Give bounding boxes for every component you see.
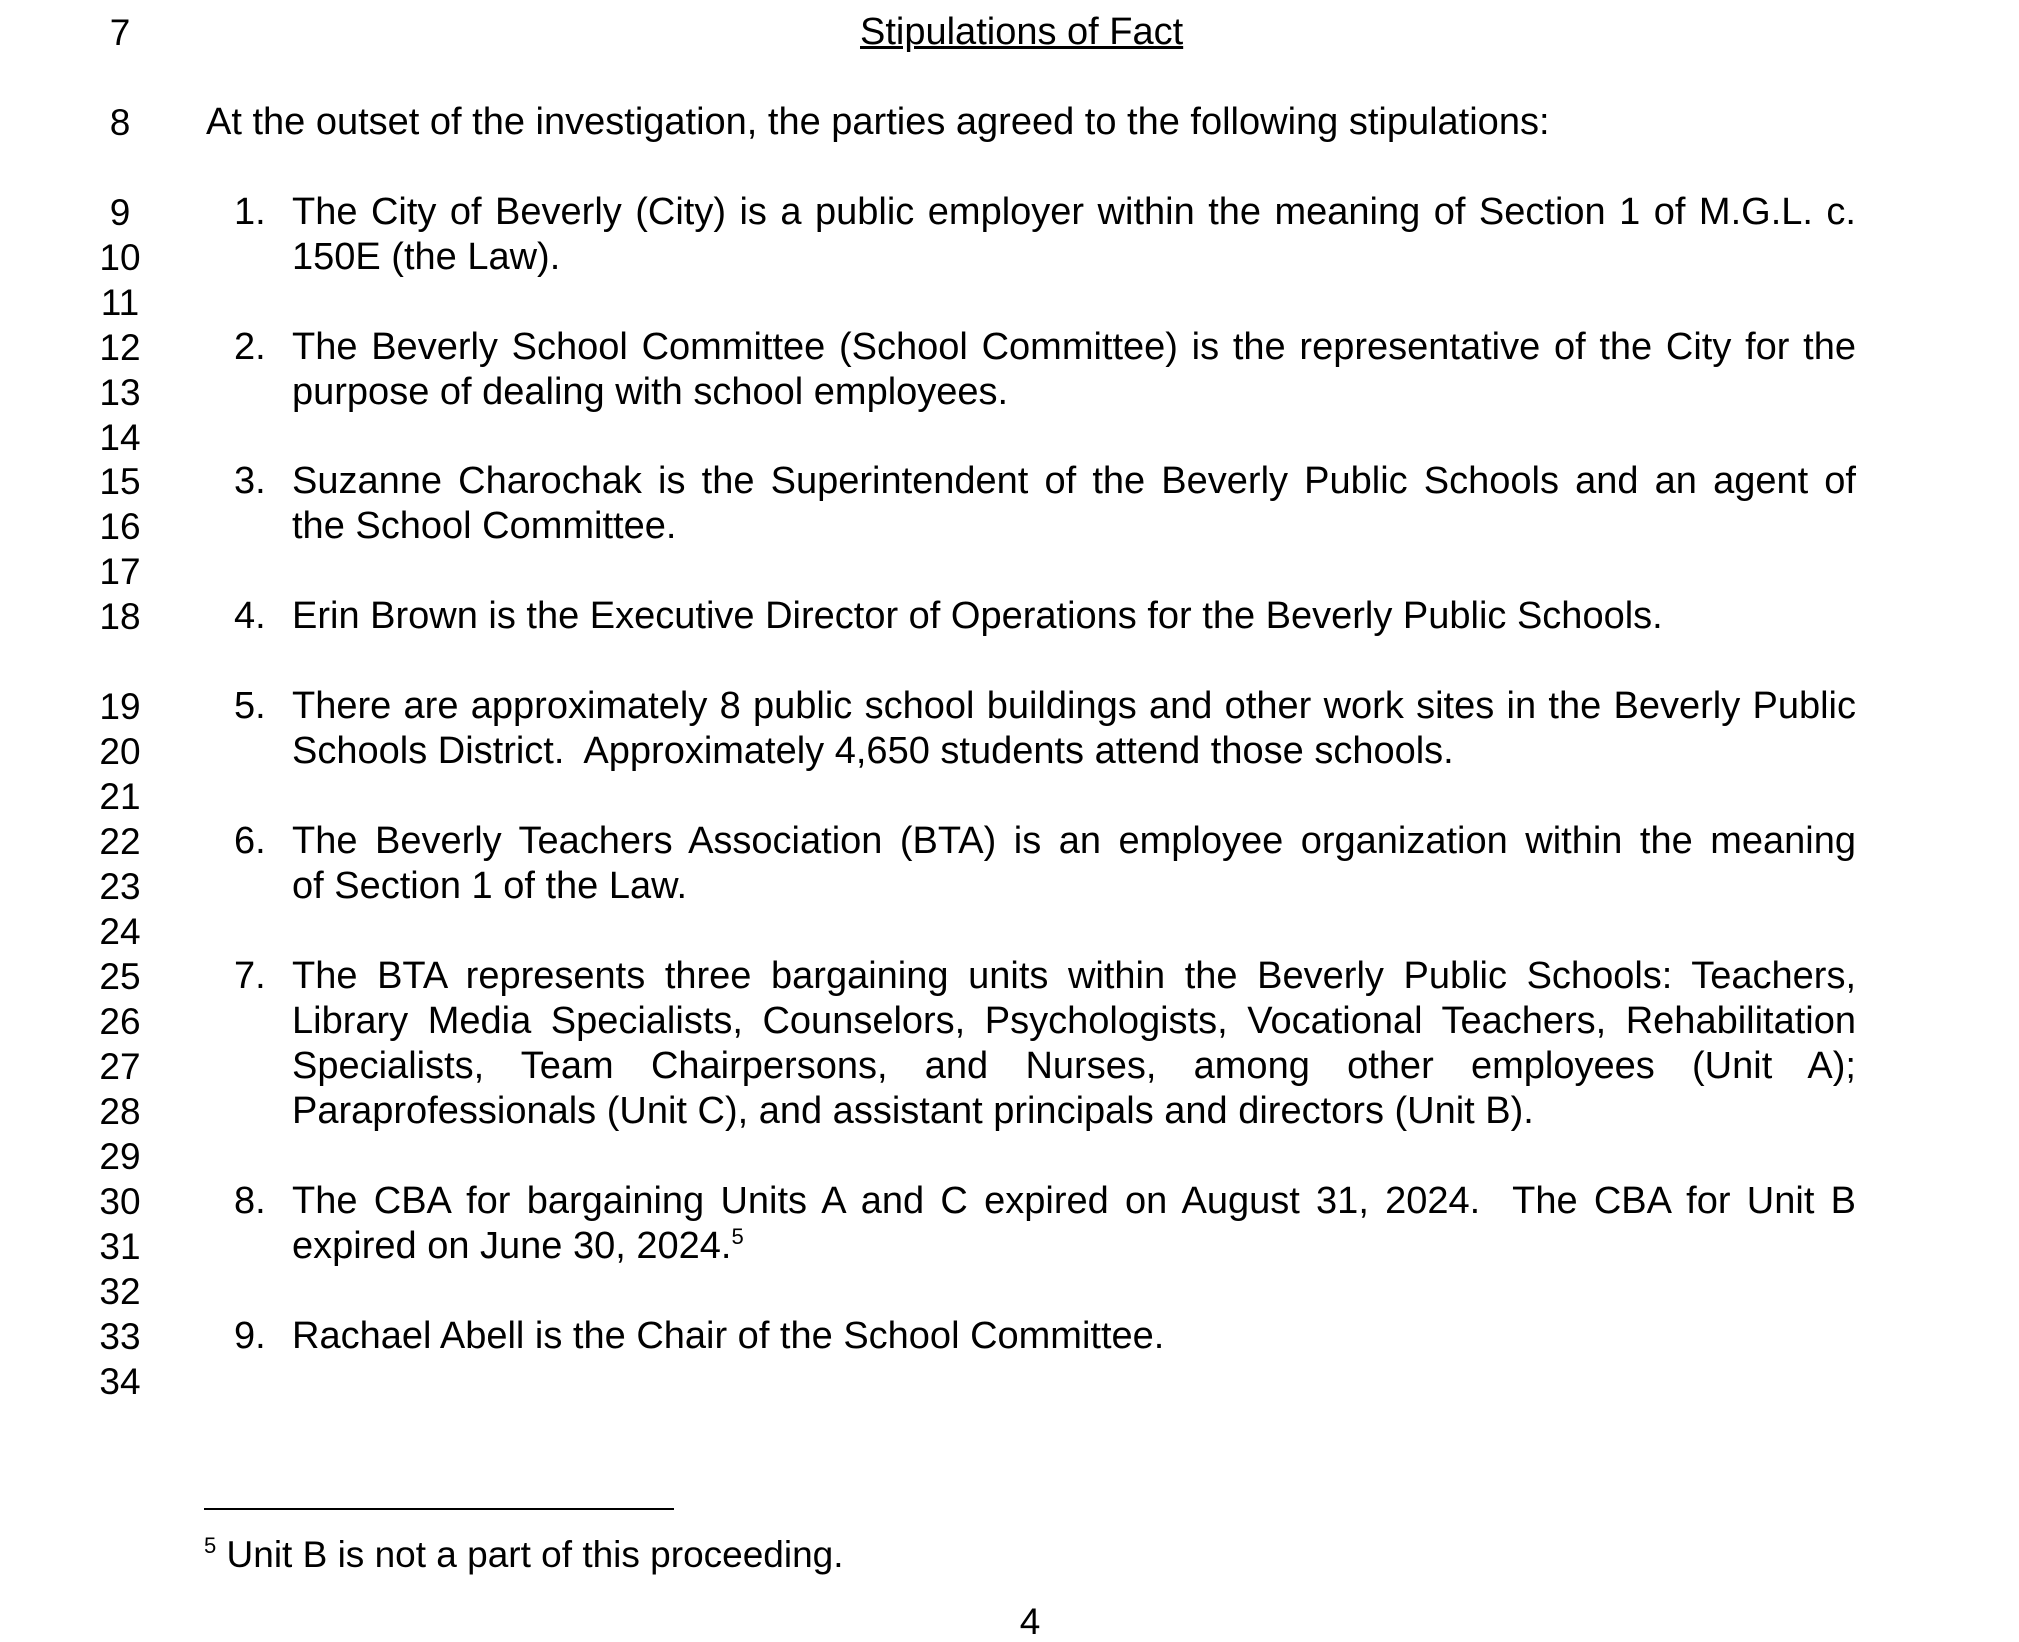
line-number: 19: [99, 686, 141, 727]
footnote-divider: [204, 1508, 674, 1510]
stipulation-line: Library Media Specialists, Counselors, Psychologists, Vocational Teachers, Rehabilitation: [292, 1000, 1856, 1042]
line-number: 22: [99, 821, 141, 862]
line-number: 23: [99, 866, 141, 907]
stipulation-number: 4.: [234, 595, 266, 637]
line-number: 14: [99, 417, 141, 458]
stipulation-line: Erin Brown is the Executive Director of Operations for the Beverly Public Schools.: [292, 595, 1663, 637]
stipulation-number: 7.: [234, 955, 266, 997]
stipulation-text: [292, 954, 1856, 1134]
stipulation-line: purpose of dealing with school employees.: [292, 371, 1009, 413]
line-number: 34: [99, 1361, 141, 1402]
stipulation-line: There are approximately 8 public school buildings and other work sites in the Beverly Public: [292, 685, 1856, 727]
line-number: 20: [99, 731, 141, 772]
stipulation-text: [292, 684, 1856, 774]
stipulation-text: [292, 1314, 1856, 1359]
stipulation-line: The Beverly School Committee (School Committee) is the representative of the City for the: [292, 326, 1856, 368]
stipulation-number: 9.: [234, 1315, 266, 1357]
stipulation-number: 2.: [234, 326, 266, 368]
line-number: 18: [99, 596, 141, 637]
stipulation-text: [292, 594, 1856, 639]
stipulation-number: 1.: [234, 191, 266, 233]
footnote-reference[interactable]: 5: [731, 1224, 744, 1249]
stipulation-line: Paraprofessionals (Unit C), and assistant principals and directors (Unit B).: [292, 1090, 1534, 1132]
line-number: 16: [99, 506, 141, 547]
stipulation-text: [292, 1179, 1856, 1269]
stipulation-line: Rachael Abell is the Chair of the School Committee.: [292, 1315, 1165, 1357]
line-number: 17: [99, 551, 141, 592]
stipulation-number: 3.: [234, 460, 266, 502]
footnote-text: Unit B is not a part of this proceeding.: [226, 1534, 844, 1575]
stipulation-line: 150E (the Law).: [292, 236, 561, 278]
stipulation-line-with-footnote: [292, 1224, 1856, 1269]
stipulation-line: Schools District. Approximately 4,650 students attend those schools.: [292, 730, 1454, 772]
line-number: 13: [99, 372, 141, 413]
line-number: 33: [99, 1316, 141, 1357]
stipulation-text: [292, 325, 1856, 415]
line-number: 32: [99, 1271, 141, 1312]
stipulation-line: Specialists, Team Chairpersons, and Nurses, among other employees (Unit A);: [292, 1045, 1856, 1087]
stipulation-number: 5.: [234, 685, 266, 727]
footnote: [204, 1532, 844, 1577]
line-number: 8: [109, 102, 131, 143]
page-number: 4: [1019, 1601, 1041, 1642]
stipulation-line: The City of Beverly (City) is a public employer within the meaning of Section 1 of M.G.L. c.: [292, 191, 1856, 233]
stipulation-text: [292, 459, 1856, 549]
line-number: 29: [99, 1136, 141, 1177]
stipulation-number: 8.: [234, 1180, 266, 1222]
line-number: 10: [99, 237, 141, 278]
footnote-marker: 5: [204, 1533, 217, 1558]
stipulation-line: The CBA for bargaining Units A and C expired on August 31, 2024. The CBA for Unit B: [292, 1180, 1856, 1222]
line-number: 7: [109, 12, 131, 53]
line-number: 30: [99, 1181, 141, 1222]
stipulation-line: The BTA represents three bargaining units within the Beverly Public Schools: Teachers,: [292, 955, 1856, 997]
line-number: 28: [99, 1091, 141, 1132]
line-number: 12: [99, 327, 141, 368]
intro-paragraph: At the outset of the investigation, the parties agreed to the following stipulations:: [206, 101, 1550, 143]
line-number: 21: [99, 776, 141, 817]
stipulation-number: 6.: [234, 820, 266, 862]
line-number: 27: [99, 1046, 141, 1087]
line-number: 11: [100, 282, 140, 323]
line-number: 9: [109, 192, 131, 233]
stipulation-line: of Section 1 of the Law.: [292, 865, 688, 907]
section-heading: Stipulations of Fact: [860, 11, 1184, 53]
stipulation-line: expired on June 30, 2024.: [292, 1225, 732, 1267]
stipulation-text: [292, 819, 1856, 909]
line-number: 25: [99, 956, 141, 997]
stipulation-line: the School Committee.: [292, 505, 677, 547]
stipulation-line: The Beverly Teachers Association (BTA) is an employee organization within the meaning: [292, 820, 1856, 862]
line-number: 31: [99, 1226, 141, 1267]
stipulation-line: Suzanne Charochak is the Superintendent of the Beverly Public Schools and an agent of: [292, 460, 1856, 502]
stipulation-text: [292, 190, 1856, 280]
line-number: 24: [99, 911, 141, 952]
line-number: 26: [99, 1001, 141, 1042]
line-number: 15: [99, 461, 141, 502]
